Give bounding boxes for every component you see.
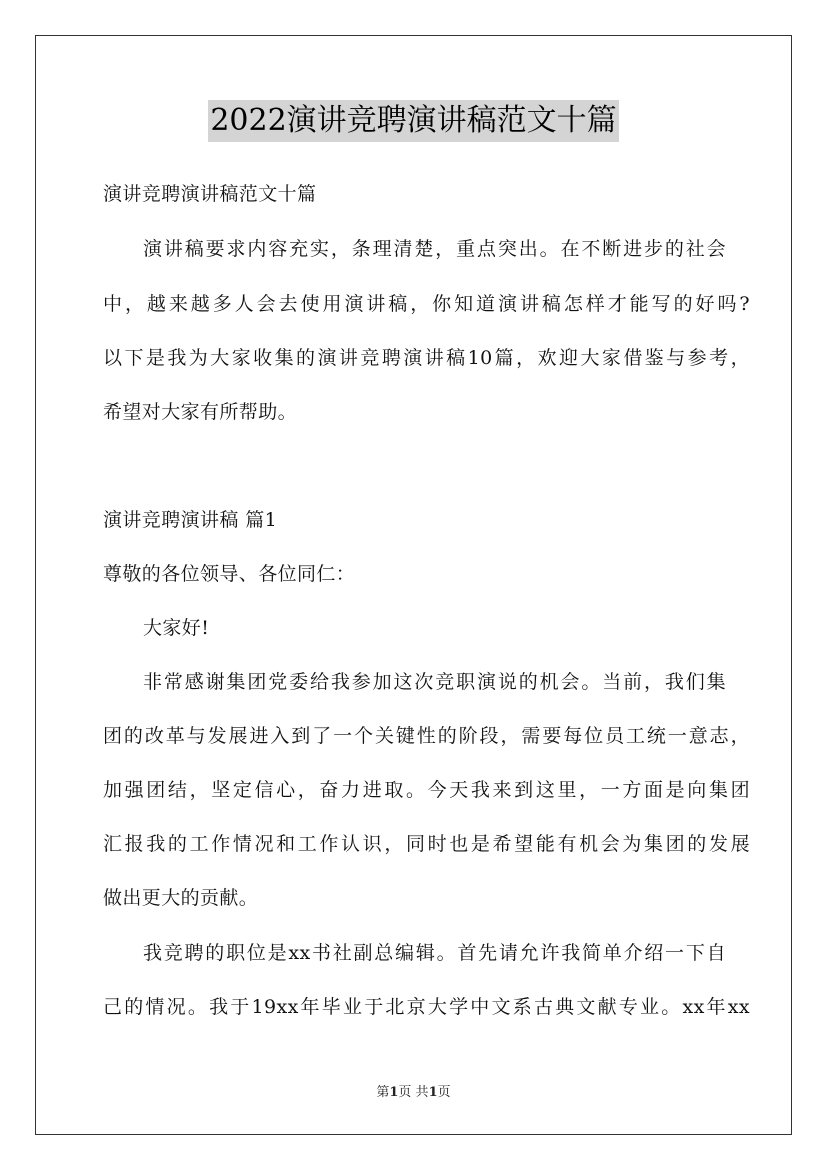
para1-line-3: 加强团结，坚定信心，奋力进取。今天我来到这里，一方面是向集团 <box>103 779 750 801</box>
para2-line-2: 己的情况。我于19xx年毕业于北京大学中文系古典文献专业。xx年xx <box>103 996 750 1018</box>
salutation: 尊敬的各位领导、各位同仁： <box>103 563 356 585</box>
intro-line-2: 中，越来越多人会去使用演讲稿，你知道演讲稿怎样才能写的好吗? <box>103 293 750 315</box>
page-footer <box>0 1085 827 1101</box>
greeting: 大家好! <box>143 617 210 639</box>
intro-line-3: 以下是我为大家收集的演讲竞聘演讲稿10篇，欢迎大家借鉴与参考， <box>103 347 750 369</box>
para1-line-1: 非常感谢集团党委给我参加这次竞职演说的机会。当前，我们集 <box>143 671 726 693</box>
footer-page-current: 1 <box>389 1085 399 1100</box>
footer-suffix: 页 <box>437 1085 451 1100</box>
document-title: 2022演讲竞聘演讲稿范文十篇 <box>208 100 618 142</box>
intro-line-4: 希望对大家有所帮助。 <box>103 401 298 423</box>
para1-line-2: 团的改革与发展进入到了一个关键性的阶段，需要每位员工统一意志， <box>103 725 750 747</box>
footer-page-total: 1 <box>428 1085 438 1100</box>
intro-line-1: 演讲稿要求内容充实，条理清楚，重点突出。在不断进步的社会 <box>143 238 726 260</box>
footer-prefix: 第 <box>376 1085 390 1100</box>
para1-line-4: 汇报我的工作情况和工作认识，同时也是希望能有机会为集团的发展 <box>103 833 750 855</box>
footer-mid: 页 共 <box>398 1085 429 1100</box>
para1-line-5: 做出更大的贡献。 <box>103 887 259 909</box>
section-heading: 演讲竞聘演讲稿 篇1 <box>103 509 278 531</box>
document-subtitle: 演讲竞聘演讲稿范文十篇 <box>103 183 317 205</box>
title-wrap <box>0 100 827 142</box>
para2-line-1: 我竞聘的职位是xx书社副总编辑。首先请允许我简单介绍一下自 <box>143 942 726 964</box>
